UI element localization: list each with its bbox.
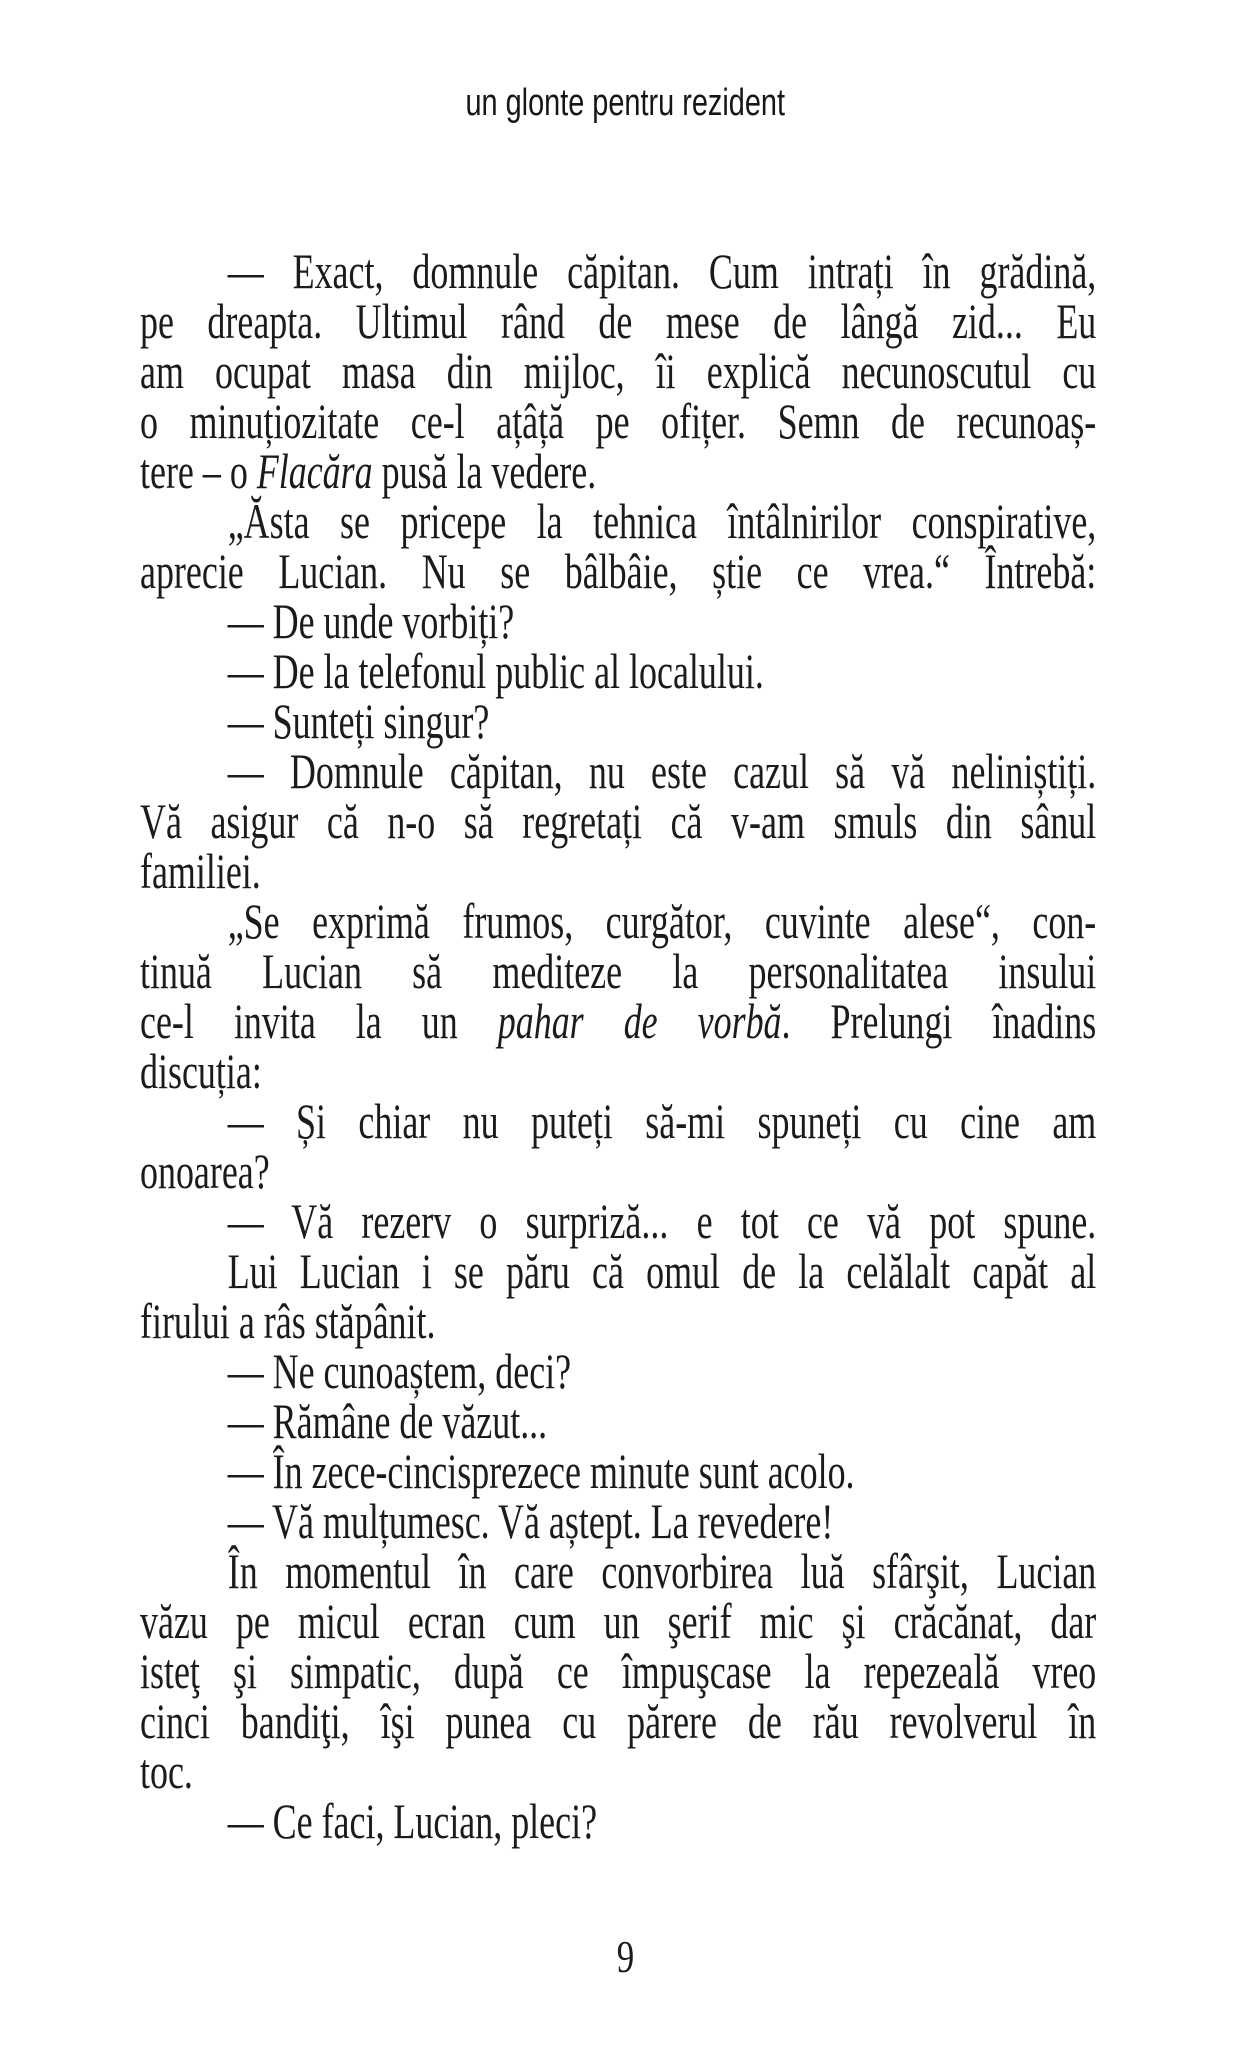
text-line bbox=[140, 793, 1097, 849]
text-segment: — Și chiar nu puteți să-mi spuneți cu cine am bbox=[227, 1093, 1097, 1149]
italic-text-segment: pahar de vorbă bbox=[497, 993, 782, 1049]
text-segment: Lui Lucian i se păru că omul de la celălalt capăt al bbox=[227, 1243, 1097, 1299]
text-line bbox=[140, 1143, 1096, 1199]
text-segment: — Sunteți singur? bbox=[227, 693, 490, 749]
text-segment: tinuă Lucian să mediteze la personalitatea insului bbox=[140, 943, 1097, 999]
text-line bbox=[140, 1543, 1097, 1599]
text-segment: firului a râs stăpânit. bbox=[140, 1293, 436, 1349]
text-segment: aprecie Lucian. Nu se bâlbâie, știe ce vrea.“ Întrebă: bbox=[140, 543, 1097, 599]
text-segment: — De unde vorbiți? bbox=[227, 593, 515, 649]
running-header-text: un glonte pentru rezident bbox=[465, 82, 786, 124]
text-line bbox=[140, 293, 1097, 349]
text-segment: discuția: bbox=[140, 1043, 262, 1099]
text-line bbox=[140, 1593, 1097, 1649]
text-line bbox=[140, 543, 1097, 599]
text-segment: pe dreapta. Ultimul rând de mese de lângă zid... Eu bbox=[140, 293, 1097, 349]
text-line bbox=[140, 1193, 1097, 1249]
text-line bbox=[140, 1093, 1097, 1149]
text-segment: — Exact, domnule căpitan. Cum intrați în grădină, bbox=[227, 243, 1097, 299]
text-segment: În momentul în care convorbirea luă sfârşit, Lucian bbox=[227, 1543, 1097, 1599]
text-segment: — În zece-cincisprezece minute sunt acolo. bbox=[227, 1443, 855, 1499]
text-line bbox=[140, 1693, 1097, 1749]
text-segment: . Prelungi înadins bbox=[781, 993, 1097, 1049]
text-line bbox=[140, 1443, 1096, 1499]
italic-text-segment: Flacăra bbox=[256, 443, 373, 499]
text-line bbox=[140, 493, 1097, 549]
text-segment: am ocupat masa din mijloc, îi explică necunoscutul cu bbox=[140, 343, 1097, 399]
text-line bbox=[140, 1293, 1096, 1349]
text-segment: — De la telefonul public al localului. bbox=[227, 643, 764, 699]
text-segment: — Ce faci, Lucian, pleci? bbox=[227, 1793, 598, 1849]
text-segment: o minuțiozitate ce-l ațâță pe ofițer. Semn de recunoaș- bbox=[140, 393, 1097, 449]
text-line bbox=[140, 743, 1097, 799]
text-segment: cinci bandiţi, îşi punea cu părere de rău revolverul în bbox=[140, 1693, 1097, 1749]
text-line bbox=[140, 1643, 1097, 1699]
text-segment: — Vă rezerv o surpriză... e tot ce vă pot spune. bbox=[227, 1193, 1097, 1249]
text-segment: „Se exprimă frumos, curgător, cuvinte alese“, con- bbox=[227, 893, 1097, 949]
text-line bbox=[140, 1743, 1096, 1799]
text-line bbox=[140, 343, 1097, 399]
text-line bbox=[140, 593, 1096, 649]
text-line bbox=[140, 1243, 1097, 1299]
text-segment: pusă la vedere. bbox=[372, 443, 597, 499]
text-segment: — Ne cunoaștem, deci? bbox=[227, 1343, 572, 1399]
text-line bbox=[140, 243, 1097, 299]
text-line bbox=[140, 993, 1097, 1049]
page-number-text: 9 bbox=[616, 1931, 635, 1982]
text-line bbox=[140, 1343, 1096, 1399]
text-segment: ce-l invita la un bbox=[140, 993, 498, 1049]
text-segment: „Ăsta se pricepe la tehnica întâlnirilor conspirative, bbox=[227, 493, 1097, 549]
text-line bbox=[140, 693, 1096, 749]
text-segment: tere – o bbox=[140, 443, 257, 499]
text-segment: văzu pe micul ecran cum un şerif mic şi crăcănat, dar bbox=[140, 1593, 1097, 1649]
text-segment: familiei. bbox=[140, 843, 261, 899]
text-line bbox=[140, 1493, 1096, 1549]
text-line bbox=[140, 1043, 1096, 1099]
text-segment: — Domnule căpitan, nu este cazul să vă neliniștiți. bbox=[227, 743, 1097, 799]
text-line bbox=[140, 893, 1097, 949]
text-line bbox=[140, 443, 1096, 499]
text-line bbox=[140, 393, 1097, 449]
text-line bbox=[140, 1393, 1096, 1449]
text-segment: toc. bbox=[140, 1743, 193, 1799]
text-segment: — Rămâne de văzut... bbox=[227, 1393, 548, 1449]
text-line bbox=[140, 1793, 1096, 1849]
text-segment: isteţ şi simpatic, după ce împuşcase la repezeală vreo bbox=[140, 1643, 1097, 1699]
page-number bbox=[0, 1932, 1251, 1982]
text-segment: Vă asigur că n-o să regretați că v-am smuls din sânul bbox=[140, 793, 1097, 849]
text-line bbox=[140, 643, 1096, 699]
body-text bbox=[140, 243, 1097, 1849]
text-segment: onoarea? bbox=[140, 1143, 270, 1199]
text-segment: — Vă mulțumesc. Vă aștept. La revedere! bbox=[227, 1493, 834, 1549]
text-line bbox=[140, 843, 1096, 899]
text-line bbox=[140, 943, 1097, 999]
running-header bbox=[0, 82, 1251, 124]
